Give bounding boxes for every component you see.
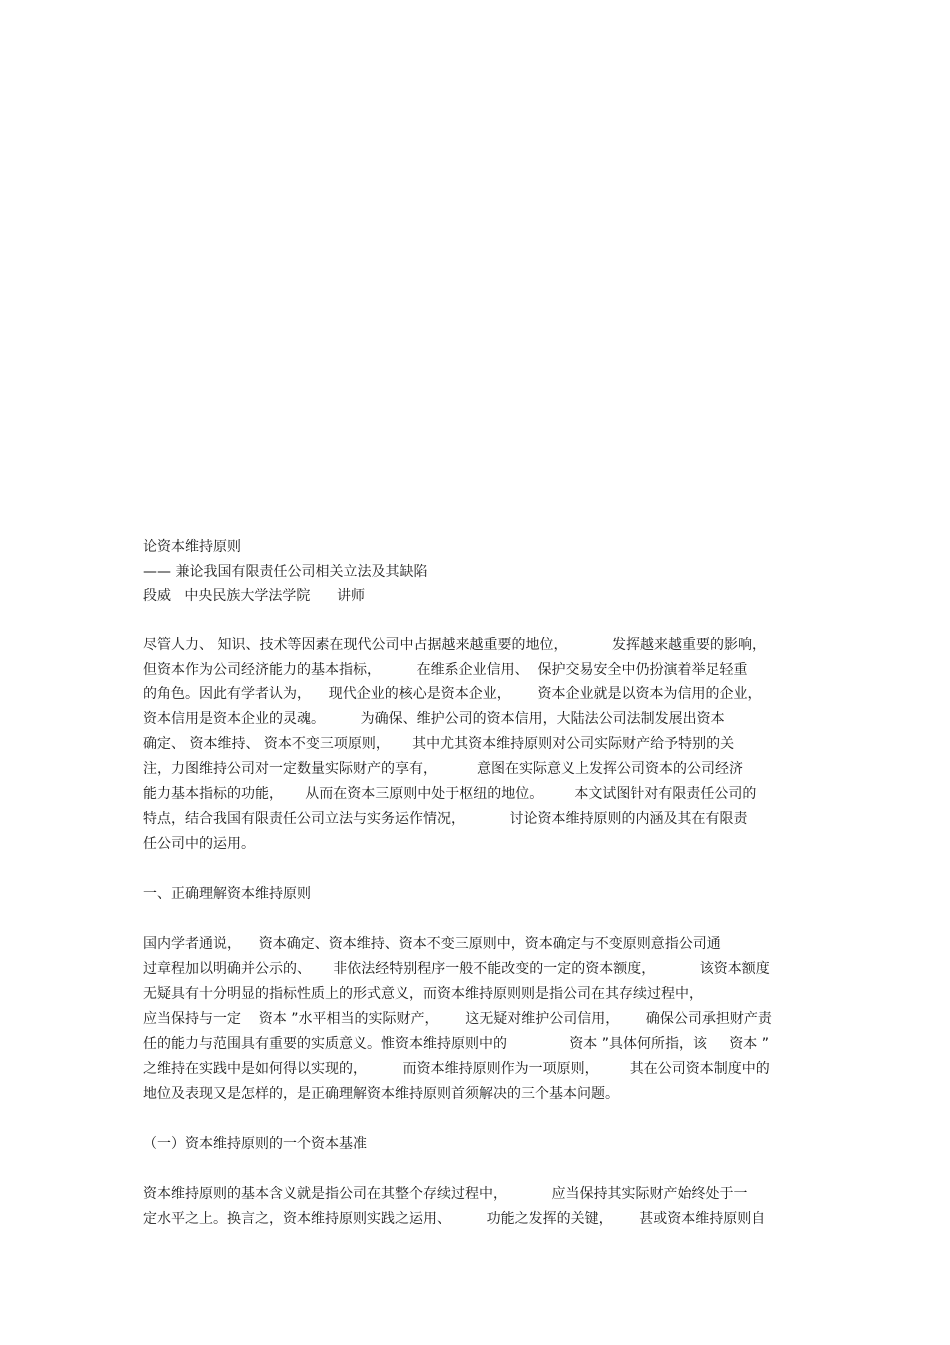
paragraph-line: 任公司中的运用。 bbox=[143, 836, 255, 852]
document-title: 论资本维持原则 bbox=[143, 539, 241, 555]
paragraph-line: 任的能力与范围具有重要的实质意义。惟资本维持原则中的 资本 ”具体何所指，该 资本 ” bbox=[143, 1036, 769, 1052]
document-subtitle: —— 兼论我国有限责任公司相关立法及其缺陷 bbox=[143, 564, 428, 580]
section-heading: 一、正确理解资本维持原则 bbox=[143, 886, 311, 902]
paragraph-line: 之维持在实践中是如何得以实现的， 而资本维持原则作为一项原则， 其在公司资本制度中的 bbox=[143, 1061, 770, 1077]
paragraph-line: 注，力图维持公司对一定数量实际财产的享有， 意图在实际意义上发挥公司资本的公司经济 bbox=[143, 761, 744, 777]
paragraph-line: 国内学者通说， 资本确定、资本维持、资本不变三原则中，资本确定与不变原则意指公司通 bbox=[143, 936, 721, 952]
paragraph-line: 应当保持与一定 资本 ”水平相当的实际财产， 这无疑对维护公司信用， 确保公司承担财产责 bbox=[143, 1011, 772, 1027]
paragraph-line: 资本维持原则的基本含义就是指公司在其整个存续过程中， 应当保持其实际财产始终处于一 bbox=[143, 1186, 748, 1202]
paragraph-line: 地位及表现又是怎样的，是正确理解资本维持原则首须解决的三个基本问题。 bbox=[143, 1086, 619, 1102]
paragraph-line: 确定、 资本维持、 资本不变三项原则， 其中尤其资本维持原则对公司实际财产给予特别的关 bbox=[143, 736, 735, 752]
paragraph-line: 尽管人力、 知识、技术等因素在现代公司中占据越来越重要的地位， 发挥越来越重要的影响， bbox=[143, 637, 766, 653]
paragraph-line: 特点，结合我国有限责任公司立法与实务运作情况， 讨论资本维持原则的内涵及其在有限责 bbox=[143, 811, 748, 827]
paragraph-line: 过章程加以明确并公示的、 非依法经特别程序一般不能改变的一定的资本额度， 该资本额度 bbox=[143, 961, 770, 977]
paragraph-line: 但资本作为公司经济能力的基本指标， 在维系企业信用、 保护交易安全中仍扮演着举足轻重 bbox=[143, 662, 748, 678]
subsection-heading: （一）资本维持原则的一个资本基准 bbox=[143, 1136, 367, 1152]
paragraph-line: 的角色。因此有学者认为， 现代企业的核心是资本企业， 资本企业就是以资本为信用的企业， bbox=[143, 686, 762, 702]
paragraph-line: 资本信用是资本企业的灵魂。 为确保、维护公司的资本信用，大陆法公司法制发展出资本 bbox=[143, 711, 725, 727]
paragraph-line: 无疑具有十分明显的指标性质上的形式意义，而资本维持原则则是指公司在其存续过程中， bbox=[143, 986, 703, 1002]
paragraph-line: 定水平之上。换言之，资本维持原则实践之运用、 功能之发挥的关键， 甚或资本维持原则自 bbox=[143, 1211, 766, 1227]
author-line: 段威 中央民族大学法学院 讲师 bbox=[143, 588, 366, 604]
paragraph-line: 能力基本指标的功能， 从而在资本三原则中处于枢纽的地位。 本文试图针对有限责任公司的 bbox=[143, 786, 757, 802]
